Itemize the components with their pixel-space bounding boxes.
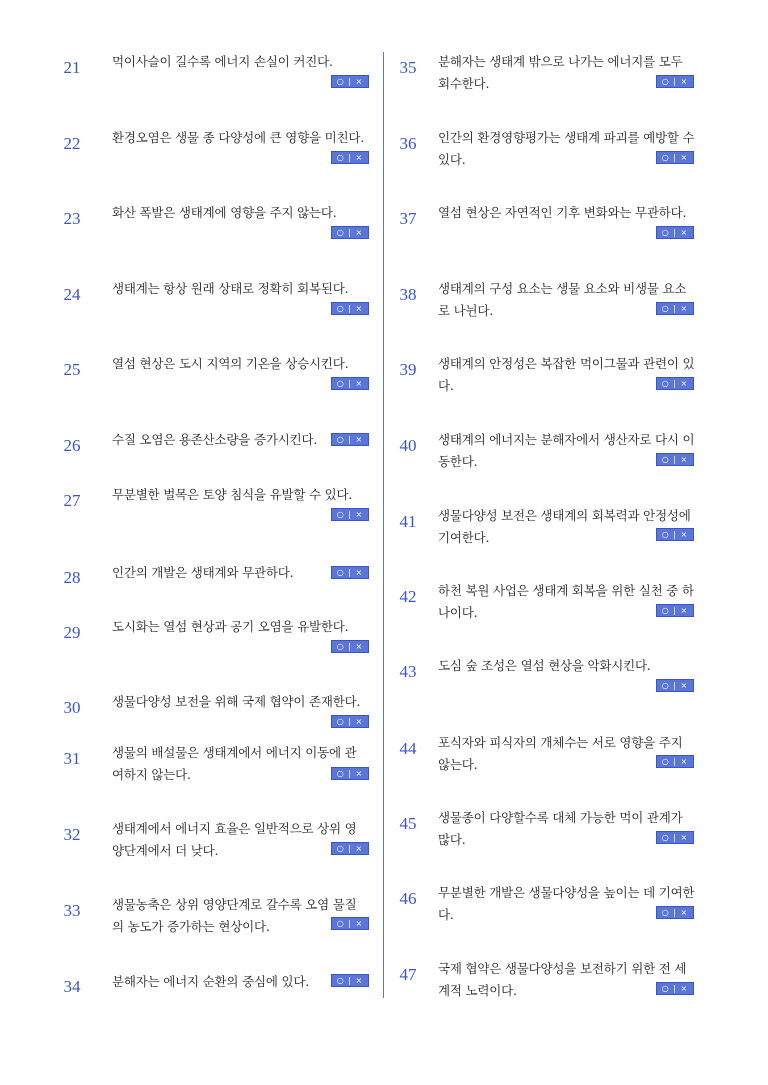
question-text: 생물농축은 상위 영양단계로 갈수록 오염 물질의 농도가 증가하는 현상이다. bbox=[112, 897, 357, 934]
question-text: 생태계의 구성 요소는 생물 요소와 비생물 요소로 나뉜다. bbox=[438, 281, 687, 318]
question-text: 도심 숲 조성은 열섬 현상을 악화시킨다. bbox=[438, 658, 651, 673]
question-number: 44 bbox=[399, 739, 417, 758]
question-number: 35 bbox=[399, 58, 417, 77]
question-text: 생물다양성 보전은 생태계의 회복력과 안정성에 기여한다. bbox=[438, 508, 691, 545]
question-number: 36 bbox=[399, 134, 417, 153]
question-text: 도시화는 열섬 현상과 공기 오염을 유발한다. bbox=[112, 619, 349, 634]
question-text: 생물다양성 보전을 위해 국제 협약이 존재한다. bbox=[112, 694, 361, 709]
question-number: 23 bbox=[63, 209, 81, 228]
question-text: 생태계에서 에너지 효율은 일반적으로 상위 영양단계에서 더 낮다. bbox=[112, 821, 357, 858]
question-number: 31 bbox=[63, 749, 81, 768]
question-text: 분해자는 에너지 순환의 중심에 있다. bbox=[112, 974, 309, 989]
question-number: 40 bbox=[399, 436, 417, 455]
ox-toggle[interactable]: ○ | × bbox=[656, 453, 694, 466]
question-number: 39 bbox=[399, 360, 417, 379]
ox-toggle[interactable]: ○ | × bbox=[656, 151, 694, 164]
question-number: 47 bbox=[399, 965, 417, 984]
question-text: 생태계는 항상 원래 상태로 정확히 회복된다. bbox=[112, 281, 349, 296]
ox-toggle[interactable]: ○ | × bbox=[656, 755, 694, 768]
ox-toggle[interactable]: ○ | × bbox=[331, 508, 369, 521]
question-number: 28 bbox=[63, 568, 81, 587]
question-number: 46 bbox=[399, 889, 417, 908]
question-number: 33 bbox=[63, 901, 81, 920]
ox-toggle[interactable]: ○ | × bbox=[331, 842, 369, 855]
question-number: 38 bbox=[399, 285, 417, 304]
question-text: 생태계의 안정성은 복잡한 먹이그물과 관련이 있다. bbox=[438, 356, 695, 393]
question-number: 34 bbox=[63, 977, 81, 996]
ox-toggle[interactable]: ○ | × bbox=[656, 831, 694, 844]
question-number: 32 bbox=[63, 825, 81, 844]
ox-toggle[interactable]: ○ | × bbox=[656, 75, 694, 88]
question-text: 생태계의 에너지는 분해자에서 생산자로 다시 이동한다. bbox=[438, 432, 695, 469]
ox-toggle[interactable]: ○ | × bbox=[656, 302, 694, 315]
question-text: 무분별한 벌목은 토양 침식을 유발할 수 있다. bbox=[112, 487, 353, 502]
question-text: 생물의 배설물은 생태계에서 에너지 이동에 관여하지 않는다. bbox=[112, 745, 357, 782]
question-number: 25 bbox=[63, 360, 81, 379]
question-number: 43 bbox=[399, 662, 417, 681]
ox-toggle[interactable]: ○ | × bbox=[331, 566, 369, 579]
question-text: 화산 폭발은 생태계에 영향을 주지 않는다. bbox=[112, 205, 337, 220]
column-divider bbox=[383, 52, 384, 998]
ox-toggle[interactable]: ○ | × bbox=[331, 640, 369, 653]
ox-toggle[interactable]: ○ | × bbox=[656, 604, 694, 617]
question-number: 26 bbox=[63, 436, 81, 455]
ox-toggle[interactable]: ○ | × bbox=[656, 528, 694, 541]
ox-toggle[interactable]: ○ | × bbox=[656, 377, 694, 390]
question-number: 37 bbox=[399, 209, 417, 228]
ox-toggle[interactable]: ○ | × bbox=[331, 917, 369, 930]
question-number: 24 bbox=[63, 285, 81, 304]
question-text: 하천 복원 사업은 생태계 회복을 위한 실천 중 하나이다. bbox=[438, 583, 694, 620]
question-number: 22 bbox=[63, 134, 81, 153]
ox-toggle[interactable]: ○ | × bbox=[656, 982, 694, 995]
ox-toggle[interactable]: ○ | × bbox=[331, 974, 369, 987]
question-number: 27 bbox=[63, 491, 81, 510]
ox-toggle[interactable]: ○ | × bbox=[331, 151, 369, 164]
question-text: 생물종이 다양할수록 대체 가능한 먹이 관계가 많다. bbox=[438, 810, 683, 847]
question-number: 30 bbox=[63, 698, 81, 717]
question-text: 환경오염은 생물 종 다양성에 큰 영향을 미친다. bbox=[112, 130, 365, 145]
ox-toggle[interactable]: ○ | × bbox=[331, 767, 369, 780]
question-text: 포식자와 피식자의 개체수는 서로 영향을 주지 않는다. bbox=[438, 735, 683, 772]
question-text: 분해자는 생태계 밖으로 나가는 에너지를 모두 회수한다. bbox=[438, 54, 683, 91]
ox-toggle[interactable]: ○ | × bbox=[656, 906, 694, 919]
question-number: 29 bbox=[63, 623, 81, 642]
question-number: 21 bbox=[63, 58, 81, 77]
ox-toggle[interactable]: ○ | × bbox=[331, 302, 369, 315]
question-text: 열섬 현상은 자연적인 기후 변화와는 무관하다. bbox=[438, 205, 687, 220]
question-number: 45 bbox=[399, 814, 417, 833]
ox-toggle[interactable]: ○ | × bbox=[331, 75, 369, 88]
question-text: 인간의 환경영향평가는 생태계 파괴를 예방할 수 있다. bbox=[438, 130, 695, 167]
question-text: 국제 협약은 생물다양성을 보전하기 위한 전 세계적 노력이다. bbox=[438, 961, 687, 998]
question-text: 열섬 현상은 도시 지역의 기온을 상승시킨다. bbox=[112, 356, 349, 371]
ox-toggle[interactable]: ○ | × bbox=[656, 679, 694, 692]
question-number: 42 bbox=[399, 587, 417, 606]
ox-toggle[interactable]: ○ | × bbox=[331, 433, 369, 446]
question-text: 무분별한 개발은 생물다양성을 높이는 데 기여한다. bbox=[438, 885, 695, 922]
ox-toggle[interactable]: ○ | × bbox=[331, 715, 369, 728]
ox-toggle[interactable]: ○ | × bbox=[331, 226, 369, 239]
ox-toggle[interactable]: ○ | × bbox=[656, 226, 694, 239]
question-text: 먹이사슬이 길수록 에너지 손실이 커진다. bbox=[112, 54, 333, 69]
question-number: 41 bbox=[399, 512, 417, 531]
ox-toggle[interactable]: ○ | × bbox=[331, 377, 369, 390]
question-text: 인간의 개발은 생태계와 무관하다. bbox=[112, 565, 294, 580]
question-text: 수질 오염은 용존산소량을 증가시킨다. bbox=[112, 432, 318, 447]
